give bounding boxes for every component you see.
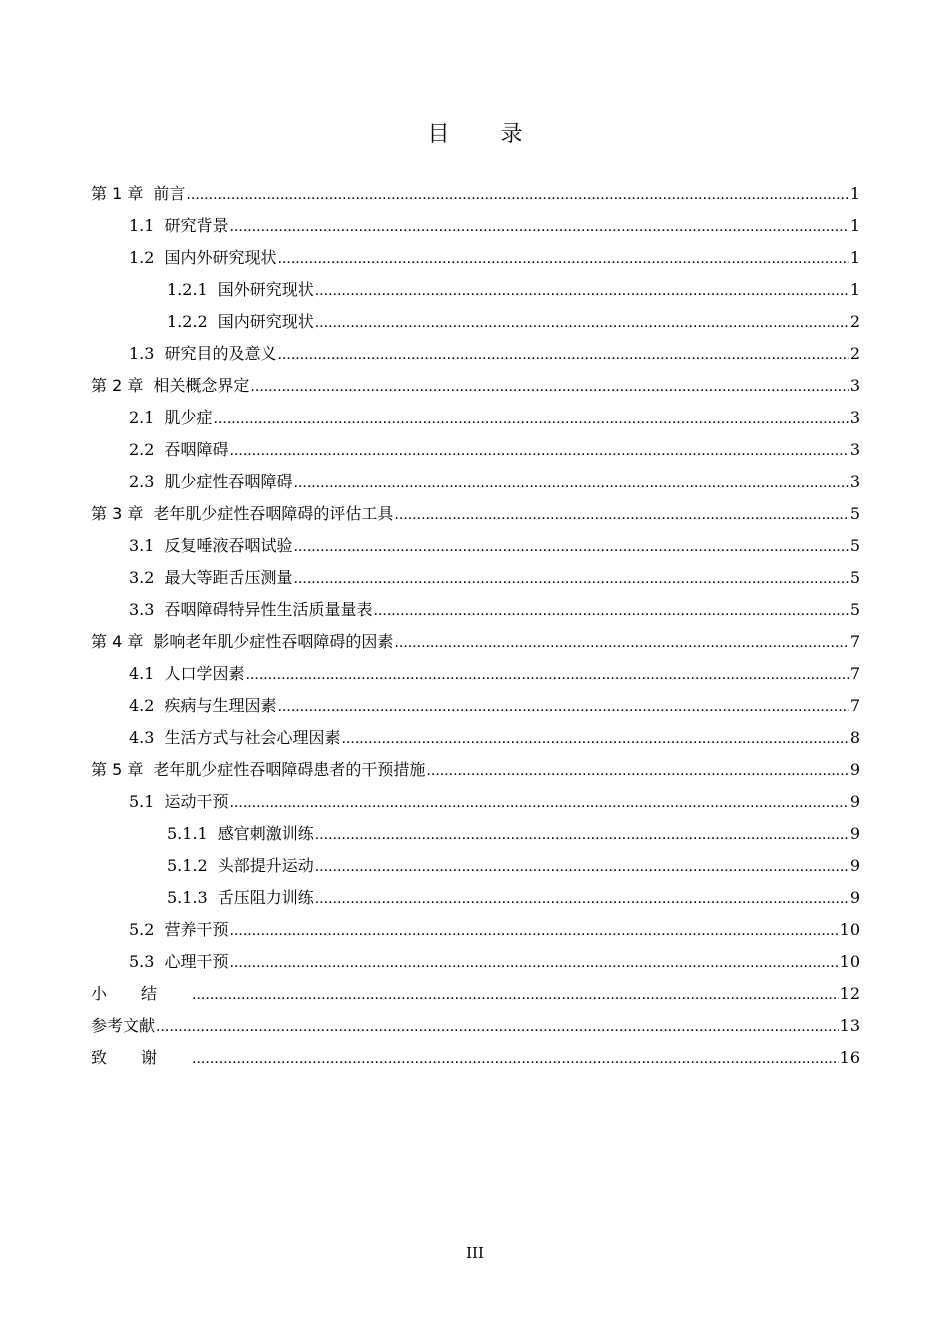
toc-entry-page: 7 (849, 664, 860, 683)
toc-entry-3-2[interactable] (91, 562, 860, 594)
toc-entry-number: 5.1 (129, 792, 155, 811)
dot-leader (394, 626, 848, 659)
toc-entry-chapter-5[interactable] (91, 754, 860, 786)
toc-entry-label: 舌压阻力训练 (217, 888, 314, 907)
dot-leader (315, 850, 849, 883)
table-of-contents (91, 178, 860, 1074)
dot-leader (229, 786, 848, 819)
toc-entry-number: 5.1.2 (167, 856, 208, 875)
dot-leader (229, 914, 838, 947)
toc-entry-page: 3 (849, 472, 860, 491)
dot-leader (293, 466, 848, 499)
toc-entry-page: 9 (849, 888, 860, 907)
toc-entry-4-1[interactable] (91, 658, 860, 690)
dot-leader (315, 306, 849, 339)
dot-leader (245, 658, 848, 691)
toc-entry-3-3[interactable] (91, 594, 860, 626)
toc-entry-page: 2 (849, 312, 860, 331)
toc-entry-label: 反复唾液吞咽试验 (164, 536, 293, 555)
toc-entry-5-1[interactable] (91, 786, 860, 818)
toc-entry-1-2-2[interactable] (91, 306, 860, 338)
toc-entry-number: 1.2 (129, 248, 155, 267)
toc-entry-label: 研究目的及意义 (164, 344, 277, 363)
toc-entry-page: 9 (849, 760, 860, 779)
toc-entry-label: 头部提升运动 (217, 856, 314, 875)
toc-entry-label: 致谢 (91, 1048, 192, 1067)
page-number-footer: III (466, 1244, 484, 1262)
toc-entry-acknowledgements[interactable] (91, 1042, 860, 1074)
dot-leader (293, 562, 848, 595)
toc-entry-1-2[interactable] (91, 242, 860, 274)
toc-entry-page: 5 (849, 536, 860, 555)
dot-leader (229, 210, 848, 243)
dot-leader (277, 242, 848, 275)
dot-leader (315, 818, 849, 851)
toc-entry-chapter-2[interactable] (91, 370, 860, 402)
toc-entry-page: 10 (839, 952, 860, 971)
toc-entry-5-1-2[interactable] (91, 850, 860, 882)
toc-entry-label: 老年肌少症性吞咽障碍的评估工具 (153, 504, 394, 523)
toc-entry-page: 13 (839, 1016, 860, 1035)
toc-entry-summary[interactable] (91, 978, 860, 1010)
dot-leader (394, 498, 848, 531)
dot-leader (315, 882, 849, 915)
toc-entry-label: 生活方式与社会心理因素 (164, 728, 341, 747)
toc-entry-page: 1 (849, 248, 860, 267)
toc-entry-number: 1.1 (129, 216, 155, 235)
toc-entry-number: 4.1 (129, 664, 155, 683)
toc-entry-chapter-4[interactable] (91, 626, 860, 658)
toc-entry-page: 7 (849, 696, 860, 715)
toc-entry-page: 3 (849, 408, 860, 427)
toc-entry-page: 7 (849, 632, 860, 651)
dot-leader (315, 274, 849, 307)
dot-leader (373, 594, 848, 627)
toc-entry-number: 1.2.1 (167, 280, 208, 299)
toc-entry-label: 吞咽障碍特异性生活质量量表 (164, 600, 373, 619)
toc-entry-number: 5.1.1 (167, 824, 208, 843)
toc-entry-label: 参考文献 (91, 1016, 156, 1035)
toc-entry-2-2[interactable] (91, 434, 860, 466)
toc-entry-number: 2.2 (129, 440, 155, 459)
toc-entry-references[interactable] (91, 1010, 860, 1042)
toc-entry-label: 国内外研究现状 (164, 248, 277, 267)
toc-entry-2-3[interactable] (91, 466, 860, 498)
toc-entry-number: 第 3 章 (91, 504, 144, 523)
toc-entry-page: 5 (849, 568, 860, 587)
toc-entry-page: 5 (849, 600, 860, 619)
toc-entry-page: 1 (849, 216, 860, 235)
toc-entry-label: 心理干预 (164, 952, 229, 971)
toc-entry-label: 最大等距舌压测量 (164, 568, 293, 587)
toc-entry-4-2[interactable] (91, 690, 860, 722)
toc-entry-label: 肌少症 (164, 408, 213, 427)
toc-entry-number: 第 4 章 (91, 632, 144, 651)
toc-entry-number: 2.1 (129, 408, 155, 427)
toc-entry-label: 小结 (91, 984, 192, 1003)
toc-entry-label: 人口学因素 (164, 664, 245, 683)
dot-leader (229, 434, 848, 467)
toc-entry-2-1[interactable] (91, 402, 860, 434)
toc-entry-3-1[interactable] (91, 530, 860, 562)
toc-entry-number: 第 5 章 (91, 760, 144, 779)
toc-entry-1-2-1[interactable] (91, 274, 860, 306)
toc-entry-number: 1.2.2 (167, 312, 208, 331)
toc-entry-page: 2 (849, 344, 860, 363)
toc-entry-page: 9 (849, 856, 860, 875)
toc-entry-label: 感官刺激训练 (217, 824, 314, 843)
toc-entry-5-1-3[interactable] (91, 882, 860, 914)
toc-entry-page: 9 (849, 792, 860, 811)
toc-entry-number: 5.1.3 (167, 888, 208, 907)
toc-entry-1-3[interactable] (91, 338, 860, 370)
toc-entry-number: 第 1 章 (91, 184, 144, 203)
toc-entry-label: 影响老年肌少症性吞咽障碍的因素 (153, 632, 394, 651)
toc-entry-number: 4.2 (129, 696, 155, 715)
toc-entry-page: 1 (849, 280, 860, 299)
toc-entry-number: 5.3 (129, 952, 155, 971)
toc-entry-chapter-3[interactable] (91, 498, 860, 530)
toc-entry-label: 肌少症性吞咽障碍 (164, 472, 293, 491)
toc-entry-label: 国内研究现状 (217, 312, 314, 331)
toc-entry-5-2[interactable] (91, 914, 860, 946)
dot-leader (192, 978, 839, 1011)
toc-entry-chapter-1[interactable] (91, 178, 860, 210)
toc-entry-label: 疾病与生理因素 (164, 696, 277, 715)
dot-leader (277, 338, 848, 371)
toc-entry-page: 3 (849, 376, 860, 395)
toc-entry-number: 3.1 (129, 536, 155, 555)
dot-leader (213, 402, 848, 435)
toc-entry-page: 3 (849, 440, 860, 459)
toc-entry-label: 营养干预 (164, 920, 229, 939)
toc-entry-1-1[interactable] (91, 210, 860, 242)
dot-leader (229, 946, 838, 979)
toc-entry-number: 第 2 章 (91, 376, 144, 395)
toc-entry-label: 运动干预 (164, 792, 229, 811)
toc-entry-label: 吞咽障碍 (164, 440, 229, 459)
toc-entry-number: 3.2 (129, 568, 155, 587)
dot-leader (186, 178, 848, 211)
toc-entry-page: 9 (849, 824, 860, 843)
toc-entry-5-1-1[interactable] (91, 818, 860, 850)
dot-leader (277, 690, 848, 723)
dot-leader (293, 530, 848, 563)
dot-leader (250, 370, 848, 403)
toc-entry-page: 16 (839, 1048, 860, 1067)
toc-entry-page: 8 (849, 728, 860, 747)
toc-entry-label: 老年肌少症性吞咽障碍患者的干预措施 (153, 760, 426, 779)
dot-leader (156, 1010, 839, 1043)
dot-leader (341, 722, 848, 755)
toc-entry-number: 4.3 (129, 728, 155, 747)
toc-entry-page: 10 (839, 920, 860, 939)
toc-entry-4-3[interactable] (91, 722, 860, 754)
toc-entry-label: 国外研究现状 (217, 280, 314, 299)
toc-entry-page: 1 (849, 184, 860, 203)
dot-leader (426, 754, 848, 787)
toc-entry-label: 相关概念界定 (153, 376, 250, 395)
toc-entry-label: 研究背景 (164, 216, 229, 235)
toc-entry-5-3[interactable] (91, 946, 860, 978)
dot-leader (192, 1042, 839, 1075)
toc-entry-number: 1.3 (129, 344, 155, 363)
toc-title: 目 录 (427, 122, 545, 147)
toc-entry-number: 2.3 (129, 472, 155, 491)
toc-entry-page: 12 (839, 984, 860, 1003)
toc-entry-number: 5.2 (129, 920, 155, 939)
toc-entry-page: 5 (849, 504, 860, 523)
toc-entry-label: 前言 (153, 184, 186, 203)
toc-entry-number: 3.3 (129, 600, 155, 619)
